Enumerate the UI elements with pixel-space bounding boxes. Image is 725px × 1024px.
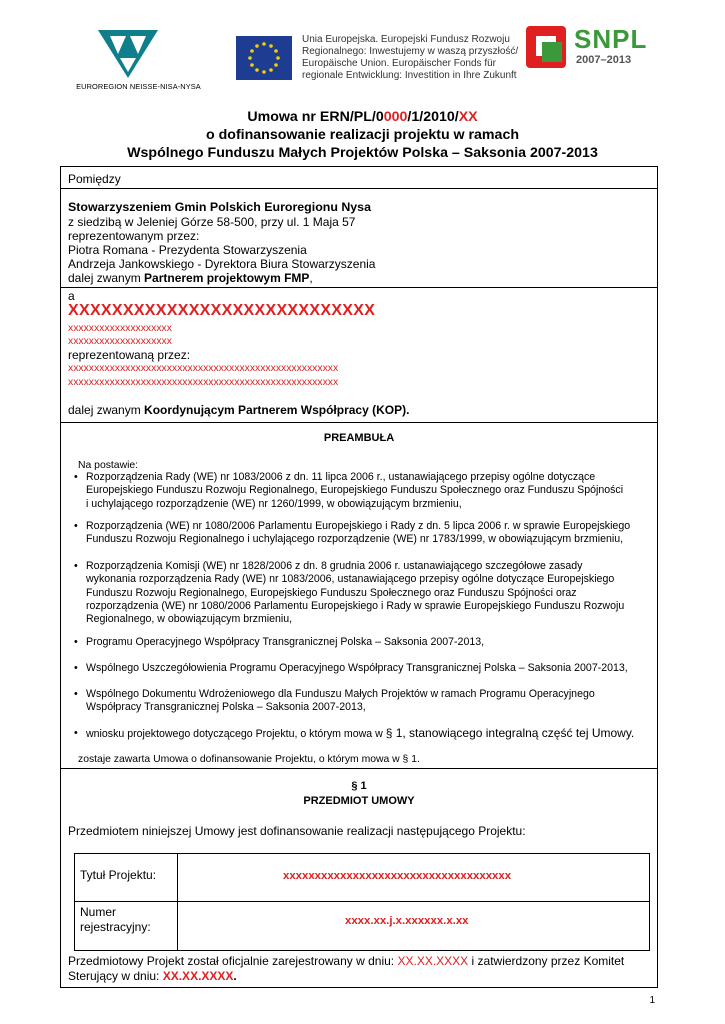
snpl-name: SNPL	[574, 24, 648, 54]
eu-funding-text	[302, 34, 552, 82]
preamble-item	[74, 471, 652, 511]
project-title-label: Tytuł Projektu:	[80, 868, 157, 882]
bullet-icon: •	[74, 471, 78, 483]
preamble-item-line: Regionalnego, w obowiązującym brzmieniu,	[86, 613, 293, 626]
registration-value: xxxx.xx.j.x.xxxxxx.x.xx	[345, 915, 469, 927]
preamble-item-line: rozporządzenia (WE) nr 1080/2006 Parlamentu Europejskiego i Rady w sprawie Europejskiego Funduszu Rozwoju	[86, 599, 625, 612]
party1-role: Partnerem projektowym FMP	[144, 271, 310, 285]
title-line-1	[0, 108, 725, 126]
eu-text-line: Europäische Union. Europäischer Fonds für	[302, 58, 496, 69]
preamble-item	[74, 520, 652, 547]
bullet-icon: •	[74, 560, 78, 572]
eu-text-line: Unia Europejska. Europejski Fundusz Rozwoju	[302, 34, 510, 45]
party2-role: Koordynującym Partnerem Współpracy (KOP).	[144, 403, 410, 417]
preamble-heading: PREAMBUŁA	[323, 432, 395, 444]
preamble-item-text: wniosku projektowego dotyczącego Projektu, o którym mowa w	[86, 728, 386, 740]
preamble-item-line: Rozporządzenia Komisji (WE) nr 1828/2006 z dn. 8 grudnia 2006 r. ustanawiającego szczegółowe zasady	[86, 560, 583, 572]
reg-date-2: XX.XX.XXXX	[162, 969, 234, 983]
title-red-suffix: XX	[458, 109, 478, 125]
header	[66, 24, 676, 96]
preamble-item-line: Współpracy Transgranicznej Polska – Saksonia 2007-2013,	[86, 701, 366, 714]
divider	[60, 422, 658, 423]
preamble-item	[74, 662, 652, 675]
eu-flag	[236, 36, 292, 80]
registration-label-2: rejestracyjny:	[80, 920, 151, 934]
registration-label-1: Numer	[80, 905, 117, 919]
bullet-icon: •	[74, 636, 78, 648]
reg-prefix: Przedmiotowy Projekt został oficjalnie zarejestrowany w dniu:	[68, 954, 398, 968]
preamble-item-line: Wspólnego Uszczegółowienia Programu Operacyjnego Współpracy Transgranicznej Polska – Saksonia 2007-2013,	[86, 662, 628, 674]
bullet-icon: •	[74, 662, 78, 674]
eu-flag-icon	[236, 36, 292, 80]
divider	[60, 768, 658, 769]
divider	[60, 188, 658, 189]
bullet-icon: •	[74, 688, 78, 700]
preamble-closing: zostaje zawarta Umowa o dofinansowanie Projektu, o którym mowa w § 1.	[78, 754, 420, 765]
preamble-item	[74, 560, 652, 626]
preamble-intro: Na postawie:	[78, 460, 139, 471]
preamble-item-line: Programu Operacyjnego Współpracy Transgranicznej Polska – Saksonia 2007-2013,	[86, 636, 485, 648]
preamble-item-line: Rozporządzenia (WE) nr 1080/2006 Parlamentu Europejskiego i Rady z dn. 5 lipca 2006 r. w sprawie Europejskiego	[86, 520, 631, 532]
euroregion-logo	[66, 24, 211, 96]
party1-seat: z siedzibą w Jeleniej Górze 58-500, przy ul. 1 Maja 57	[68, 215, 356, 229]
title-prefix: Umowa nr ERN/PL/0	[247, 109, 384, 125]
registration-line-2	[68, 969, 652, 984]
title-line-2: o dofinansowanie realizacji projektu w ramach	[206, 127, 519, 143]
preamble-item	[74, 688, 652, 715]
project-table	[74, 853, 650, 951]
page-number: 1	[649, 995, 655, 1006]
party2-represented: reprezentowaną przez:	[68, 348, 191, 362]
party2-name: XXXXXXXXXXXXXXXXXXXXXXXXXXXX	[68, 302, 376, 319]
reg-line2-suffix: .	[233, 969, 237, 983]
preamble-item-line: Funduszu Rozwoju Regionalnego, Europejskiego Funduszu Społecznego oraz Funduszu Spójności oraz	[86, 586, 577, 599]
preamble-item-text-large: § 1, stanowiącego integralną część tej Umowy.	[385, 726, 635, 740]
preamble-item-line: wykonania rozporządzenia Rady (WE) nr 1083/2006, ustanawiającego przepisy ogólne dotyczące Europejskiego	[86, 573, 615, 586]
preamble-item	[74, 727, 652, 741]
section-heading: PRZEDMIOT UMOWY	[303, 795, 415, 807]
title-red-number: 000	[383, 109, 408, 125]
party2-line-2: xxxxxxxxxxxxxxxxxxxx	[68, 336, 172, 347]
reg-line2-prefix: Sterujący w dniu:	[68, 969, 163, 983]
called-suffix: ,	[309, 271, 313, 285]
registration-line-1	[68, 954, 652, 969]
preamble-item	[74, 636, 652, 649]
bullet-icon: •	[74, 520, 78, 532]
preamble-item-line: Europejskiego Funduszu Rozwoju Regionalnego, Europejskiego Funduszu Społecznego oraz Funduszu Spójności	[86, 484, 624, 497]
party2-line-1: xxxxxxxxxxxxxxxxxxxx	[68, 323, 172, 334]
party1-person-1: Piotra Romana - Prezydenta Stowarzyszenia	[68, 243, 307, 257]
reg-mid: i zatwierdzony przez Komitet	[468, 954, 625, 968]
table-divider	[177, 854, 178, 950]
eu-text-line: regionale Entwicklung: Investition in Ihre Zukunft	[302, 70, 517, 81]
snpl-logo	[524, 24, 672, 74]
called-prefix: dalej zwanym	[68, 403, 145, 417]
euroregion-caption: EUROREGION NEISSE-NISA-NYSA	[76, 82, 201, 91]
party2-person-1: xxxxxxxxxxxxxxxxxxxxxxxxxxxxxxxxxxxxxxxxxxxxxxxxxxxx	[68, 363, 339, 374]
party2-called	[68, 403, 409, 417]
between-label: Pomiędzy	[68, 172, 121, 186]
title-line-3: Wspólnego Funduszu Małych Projektów Polska – Saksonia 2007-2013	[127, 145, 598, 161]
contract-title	[0, 108, 725, 162]
table-row-divider	[75, 901, 649, 902]
reg-date: XX.XX.XXXX	[397, 954, 469, 968]
title-mid: /1/2010/	[407, 109, 459, 125]
party1-called	[68, 271, 313, 285]
divider	[60, 287, 658, 288]
preamble-item-line: i uchylającego rozporządzenie (WE) nr 1260/1999, w obowiązującym brzmieniu,	[86, 497, 462, 510]
party1-represented: reprezentowanym przez:	[68, 229, 200, 243]
bullet-icon: •	[74, 727, 78, 739]
section-number: § 1	[351, 780, 367, 792]
party1-person-2: Andrzeja Jankowskiego - Dyrektora Biura Stowarzyszenia	[68, 257, 376, 271]
project-title-value: xxxxxxxxxxxxxxxxxxxxxxxxxxxxxxxxxxxx	[283, 870, 512, 882]
and-label: a	[68, 289, 75, 303]
section-intro: Przedmiotem niniejszej Umowy jest dofinansowanie realizacji następującego Projektu:	[68, 824, 526, 838]
eu-text-line: Regionalnego: Inwestujemy w waszą przyszłość/	[302, 46, 519, 57]
party1-name: Stowarzyszeniem Gmin Polskich Euroregionu Nysa	[68, 200, 371, 214]
preamble-item-line: Funduszu Rozwoju Regionalnego i uchylającego rozporządzenie (WE) nr 1783/1999, w obowiązującym brzmieniu,	[86, 533, 624, 546]
party2-person-2: xxxxxxxxxxxxxxxxxxxxxxxxxxxxxxxxxxxxxxxxxxxxxxxxxxxx	[68, 377, 339, 388]
snpl-years: 2007–2013	[576, 54, 632, 66]
registration-paragraph	[68, 954, 652, 984]
preamble-item-line: Wspólnego Dokumentu Wdrożeniowego dla Funduszu Małych Projektów w ramach Programu Operacyjnego	[86, 688, 595, 700]
euroregion-emblem-icon	[96, 28, 160, 80]
preamble-item-line: Rozporządzenia Rady (WE) nr 1083/2006 z dn. 11 lipca 2006 r., ustanawiającego przepisy ogólne dotyczące	[86, 471, 596, 483]
called-prefix: dalej zwanym	[68, 271, 145, 285]
